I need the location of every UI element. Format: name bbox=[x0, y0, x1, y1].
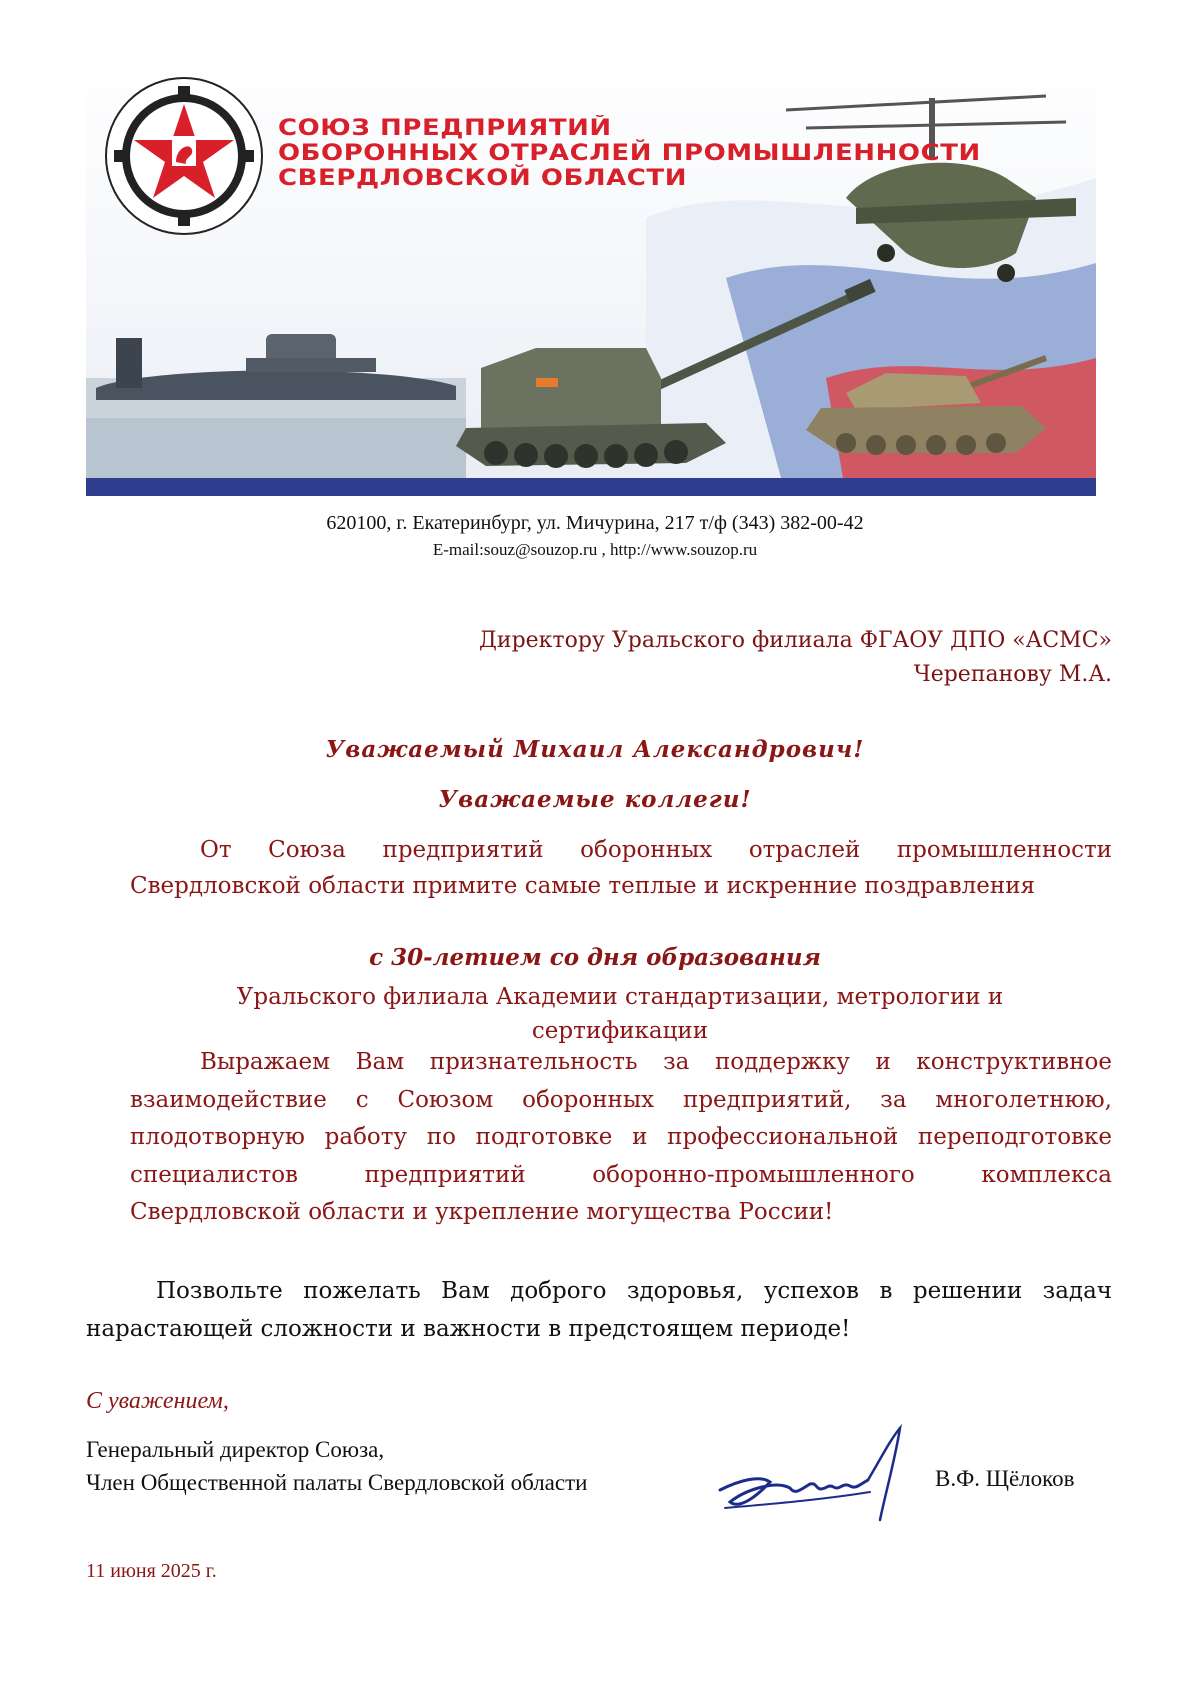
signer-title bbox=[86, 1433, 587, 1499]
address-line: 620100, г. Екатеринбург, ул. Мичурина, 217 т/ф (343) 382-00-42 bbox=[326, 512, 864, 534]
contact-line: E-mail:souz@souzop.ru , http://www.souzop.ru bbox=[432, 540, 758, 559]
blue-band bbox=[86, 478, 1096, 496]
greeting-personal: Уважаемый Михаил Александрович! bbox=[325, 736, 865, 763]
signer-title-line: Член Общественной палаты Свердловской области bbox=[86, 1470, 588, 1495]
org-name-line: СВЕРДЛОВСКОЙ ОБЛАСТИ bbox=[278, 166, 688, 191]
greeting-colleagues: Уважаемые коллеги! bbox=[438, 786, 752, 813]
occasion-line: с 30-летием со дня образования bbox=[369, 944, 821, 971]
org-name-line: СОЮЗ ПРЕДПРИЯТИЙ bbox=[278, 116, 612, 141]
signer-name: В.Ф. Щёлоков bbox=[935, 1466, 1075, 1491]
org-name bbox=[278, 116, 981, 191]
occasion-organization: Уральского филиала Академии стандартизации, метрологии и сертификации bbox=[236, 984, 1004, 1044]
body-paragraph-congrats: От Союза предприятий оборонных отраслей промышленности Свердловской области примите самые теплые и искренние поздравления bbox=[130, 837, 1112, 899]
signer-title-line: Генеральный директор Союза, bbox=[86, 1437, 385, 1462]
body-paragraph-gratitude: Выражаем Вам признательность за поддержку и конструктивное взаимодействие с Союзом оборонных предприятий, за многолетнюю, плодотворную работу по подготовке и профессиональной переподготовке специалистов предприятий оборонно-промышленного комплекса Свердловской области и укрепление могущества России! bbox=[130, 1049, 1112, 1225]
body-paragraph-wishes: Позвольте пожелать Вам доброго здоровья, успехов в решении задач нарастающей сложности и важности в предстоящем периоде! bbox=[86, 1278, 1112, 1342]
emblem-logo-icon bbox=[104, 76, 264, 236]
recipient-block bbox=[479, 624, 1112, 692]
letter-date: 11 июня 2025 г. bbox=[86, 1560, 217, 1582]
org-name-line: ОБОРОННЫХ ОТРАСЛЕЙ ПРОМЫШЛЕННОСТИ bbox=[278, 141, 981, 166]
recipient-position: Директору Уральского филиала ФГАОУ ДПО «АСМС» bbox=[479, 628, 1112, 653]
submarine-icon bbox=[96, 334, 456, 400]
handwritten-signature-icon bbox=[700, 1420, 930, 1530]
closing-respect: С уважением, bbox=[86, 1388, 229, 1414]
letterhead-banner bbox=[86, 48, 1096, 496]
recipient-name: Черепанову М.А. bbox=[913, 662, 1112, 687]
